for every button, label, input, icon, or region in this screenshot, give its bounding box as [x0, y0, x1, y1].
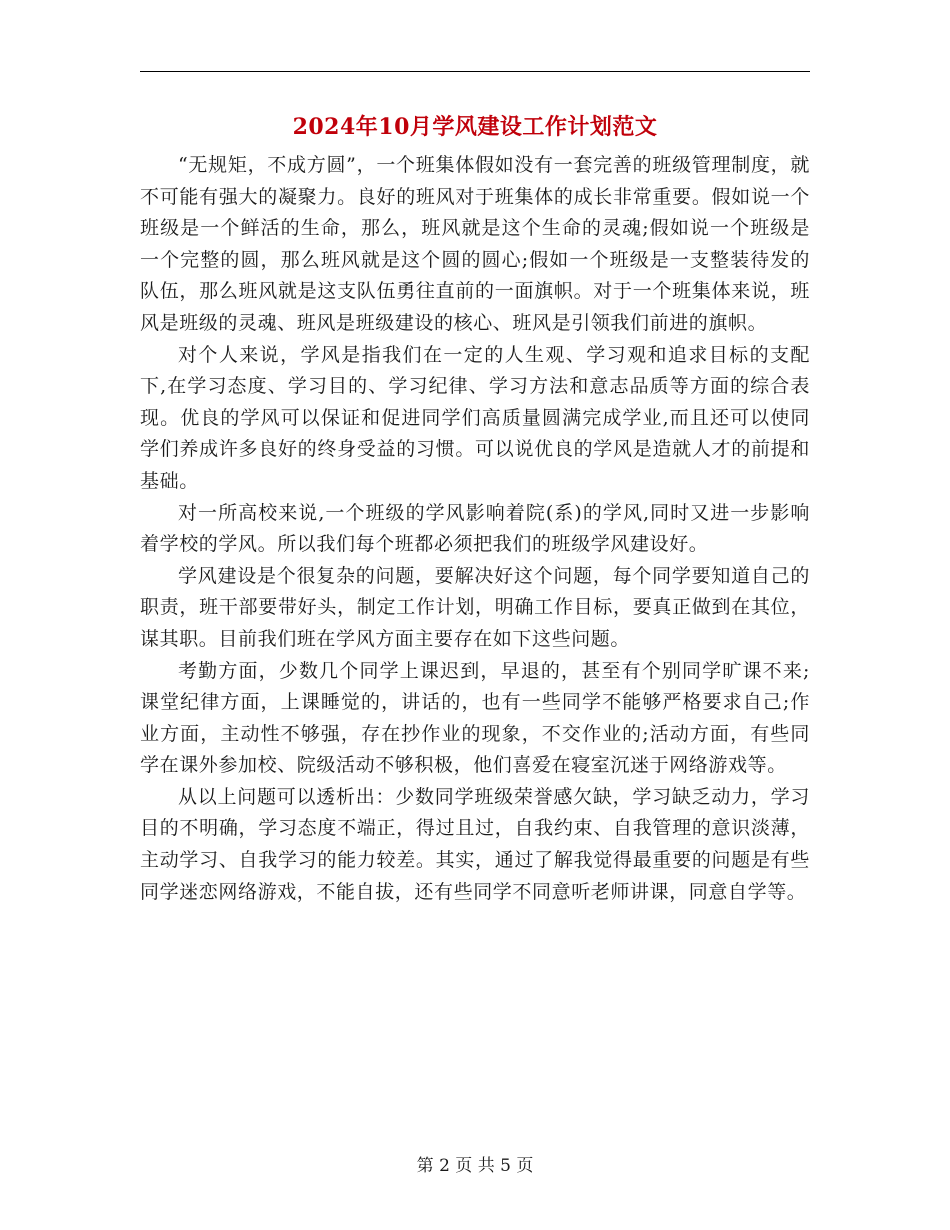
paragraph-6: 从以上问题可以透析出：少数同学班级荣誉感欠缺，学习缺乏动力，学习目的不明确，学习态度不端正，得过且过，自我约束、自我管理的意识淡薄，主动学习、自我学习的能力较差。其实，通过了解我觉得最重要的问题是有些同学迷恋网络游戏，不能自拔，还有些同学不同意听老师讲课，同意自学等。	[140, 785, 810, 903]
paragraph-3: 对一所高校来说,一个班级的学风影响着院(系)的学风,同时又进一步影响着学校的学风。所以我们每个班都必须把我们的班级学风建设好。	[140, 501, 810, 556]
page-number-footer: 第 2 页 共 5 页	[416, 1156, 534, 1176]
paragraph-4: 学风建设是个很复杂的问题，要解决好这个问题，每个同学要知道自己的职责，班干部要带好头，制定工作计划，明确工作目标，要真正做到在其位，谋其职。目前我们班在学风方面主要存在如下这些问题。	[140, 564, 810, 650]
paragraph-5: 考勤方面，少数几个同学上课迟到，早退的，甚至有个别同学旷课不来;课堂纪律方面，上课睡觉的，讲话的，也有一些同学不能够严格要求自己;作业方面，主动性不够强，存在抄作业的现象，不交作业的;活动方面，有些同学在课外参加校、院级活动不够积极，他们喜爱在寝室沉迷于网络游戏等。	[140, 659, 810, 777]
header-rule	[140, 71, 810, 72]
document-title: 2024年10月学风建设工作计划范文	[292, 114, 658, 140]
paragraph-2: 对个人来说，学风是指我们在一定的人生观、学习观和追求目标的支配下,在学习态度、学习目的、学习纪律、学习方法和意志品质等方面的综合表现。优良的学风可以保证和促进同学们高质量圆满完成学业,而且还可以使同学们养成许多良好的终身受益的习惯。可以说优良的学风是造就人才的前提和基础。	[140, 343, 810, 492]
paragraph-1: “无规矩，不成方圆”，一个班集体假如没有一套完善的班级管理制度，就不可能有强大的凝聚力。良好的班风对于班集体的成长非常重要。假如说一个班级是一个鲜活的生命，那么，班风就是这个生命的灵魂;假如说一个班级是一个完整的圆，那么班风就是这个圆的圆心;假如一个班级是一支整装待发的队伍，那么班风就是这支队伍勇往直前的一面旗帜。对于一个班集体来说，班风是班级的灵魂、班风是班级建设的核心、班风是引领我们前进的旗帜。	[140, 154, 810, 334]
document-body	[140, 150, 810, 908]
